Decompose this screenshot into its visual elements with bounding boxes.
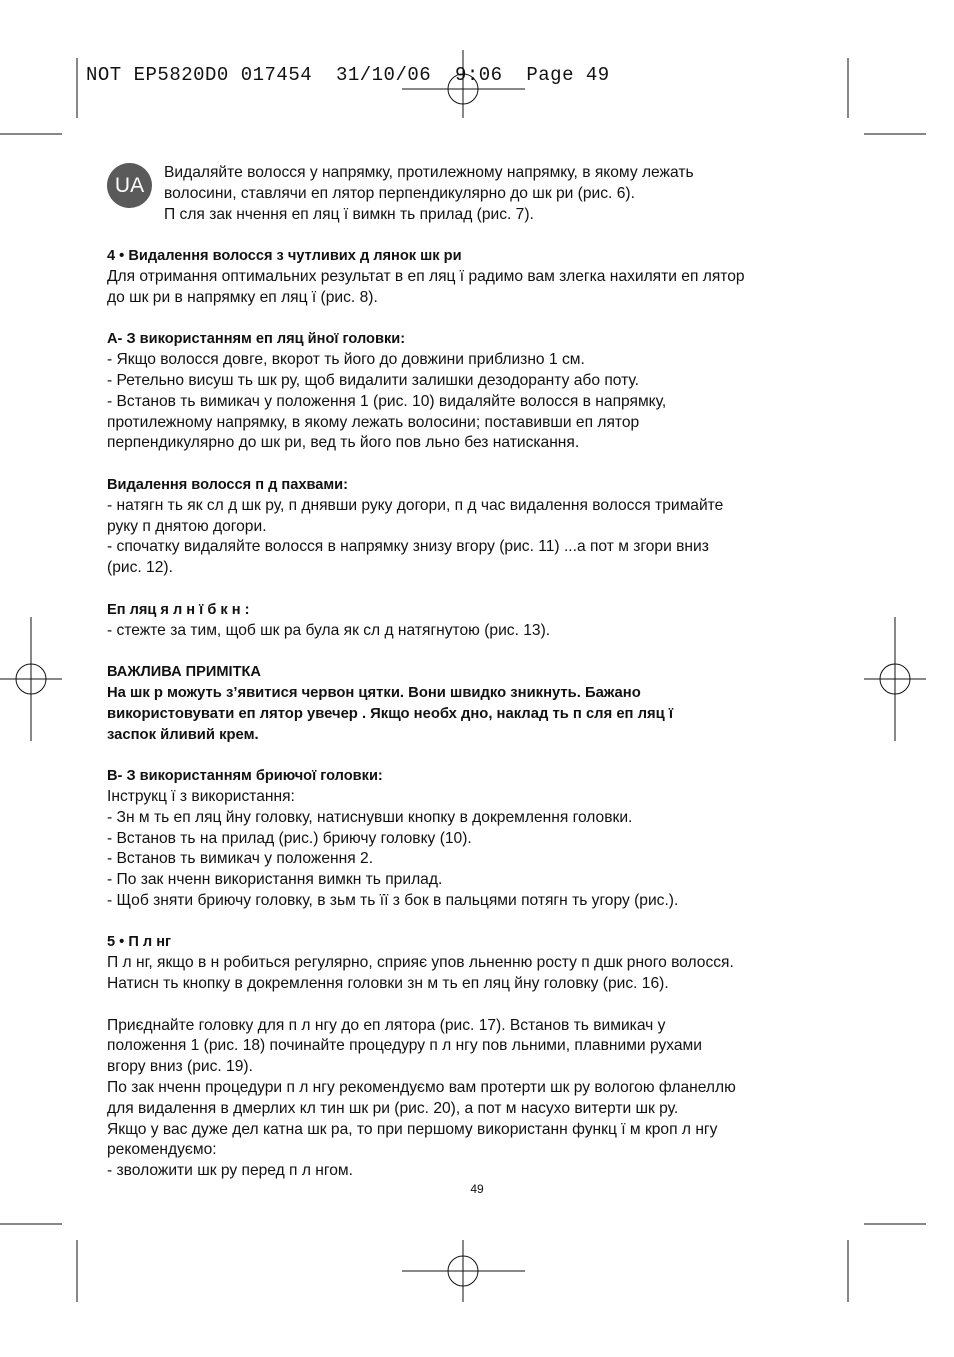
text-line: - натягн ть як сл д шк ру, п днявши руку догори, п д час видалення волосся тримайте — [107, 496, 724, 514]
text-line: рекомендуємо: — [107, 1141, 217, 1159]
text-line: - зволожити шк ру перед п л нгом. — [107, 1162, 353, 1180]
text-line: Видаляйте волосся у напрямку, протилежному напрямку, в якому лежать — [164, 164, 694, 181]
bikini-heading: Еп ляц я л н ї б к н : — [107, 601, 250, 618]
registration-target-left — [0, 617, 62, 741]
text-line: Якщо у вас дуже дел катна шк ра, то при першому використанн функц ї м кроп л нгу — [107, 1120, 718, 1138]
language-badge: UA — [107, 163, 152, 208]
text-line: перпендикулярно до шк ри, вед ть його пов льно без натискання. — [107, 434, 580, 452]
print-header-line: NOT EP5820D0 017454 31/10/06 9:06 Page 49 — [86, 64, 610, 86]
text-line: - спочатку видаляйте волосся в напрямку знизу вгору (рис. 11) ...а пот м згори вниз — [107, 538, 709, 556]
text-line: - Встанов ть вимикач у положення 1 (рис. 10) видаляйте волосся в напрямку, — [107, 392, 667, 410]
important-note-heading: ВАЖЛИВА ПРИМІТКА — [107, 664, 261, 681]
text-line: - Встанов ть вимикач у положення 2. — [107, 850, 374, 868]
text-line: до шк ри в напрямку еп ляц ї (рис. 8). — [107, 288, 378, 306]
text-line: протилежному напрямку, в якому лежать волосини; поставивши еп лятор — [107, 413, 640, 431]
note-line: використовувати еп лятор увечер . Якщо необх дно, наклад ть п сля еп ляц ї — [107, 705, 674, 722]
text-line: - Встанов ть на прилад (рис.) бриючу головку (10). — [107, 829, 472, 847]
section-5-heading: 5 • П л нг — [107, 934, 172, 951]
text-line: П л нг, якщо в н робиться регулярно, сприяє упов льненню росту п дшк рного волосся. — [107, 954, 734, 972]
note-line: На шк р можуть з’явитися червон цятки. Вони швидко зникнуть. Бажано — [107, 684, 641, 701]
text-line: Для отримання оптимальних результат в еп ляц ї радимо вам злегка нахиляти еп лятор — [107, 267, 745, 285]
page-number: 49 — [470, 1182, 484, 1196]
text-line: - Щоб зняти бриючу головку, в зьм ть її з бок в пальцями потягн ть угору (рис.). — [107, 891, 679, 909]
section-4-heading: 4 • Видалення волосся з чутливих д лянок шк ри — [107, 248, 462, 265]
text-line: вгору вниз (рис. 19). — [107, 1058, 253, 1076]
text-line: - По зак нченн використання вимкн ть прилад. — [107, 871, 443, 889]
text-line: (рис. 12). — [107, 559, 173, 577]
text-line: Приєднайте головку для п л нгу до еп лятора (рис. 17). Встанов ть вимикач у — [107, 1016, 666, 1034]
text-line: руку п днятою догори. — [107, 517, 267, 535]
section-a-heading: A- З використанням еп ляц йної головки: — [107, 331, 406, 348]
underarms-heading: Видалення волосся п д пахвами: — [107, 476, 348, 493]
page-content — [107, 163, 827, 1182]
registration-target-bottom — [402, 1240, 525, 1302]
text-line: - Якщо волосся довге, вкорот ть його до довжини приблизно 1 см. — [107, 351, 585, 369]
text-line: П сля зак нчення еп ляц ї вимкн ть прилад (рис. 7). — [164, 205, 534, 223]
text-line: Натисн ть кнопку в докремлення головки зн м ть еп ляц йну головку (рис. 16). — [107, 975, 669, 993]
text-line: - стежте за тим, щоб шк ра була як сл д натягнутою (рис. 13). — [107, 621, 551, 639]
text-line: для видалення в дмерлих кл тин шк ри (рис. 20), а пот м насухо витерти шк ру. — [107, 1099, 679, 1117]
text-line: По зак нченн процедури п л нгу рекомендуємо вам протерти шк ру вологою фланеллю — [107, 1079, 736, 1097]
text-line: - Зн м ть еп ляц йну головку, натиснувши кнопку в докремлення головки. — [107, 808, 633, 826]
text-line: Інструкц ї з використання: — [107, 787, 295, 805]
section-b-heading: B- З використанням бриючої головки: — [107, 768, 383, 785]
text-line: волосини, ставлячи еп лятор перпендикулярно до шк ри (рис. 6). — [164, 184, 635, 202]
text-line: - Ретельно висуш ть шк ру, щоб видалити залишки дезодоранту або поту. — [107, 371, 639, 389]
registration-target-right — [864, 617, 926, 741]
note-line: заспок йливий крем. — [107, 726, 259, 743]
intro-paragraph — [107, 163, 827, 225]
registration-target-top — [402, 50, 525, 118]
text-line: положення 1 (рис. 18) починайте процедуру п л нгу пов льними, плавними рухами — [107, 1037, 702, 1055]
